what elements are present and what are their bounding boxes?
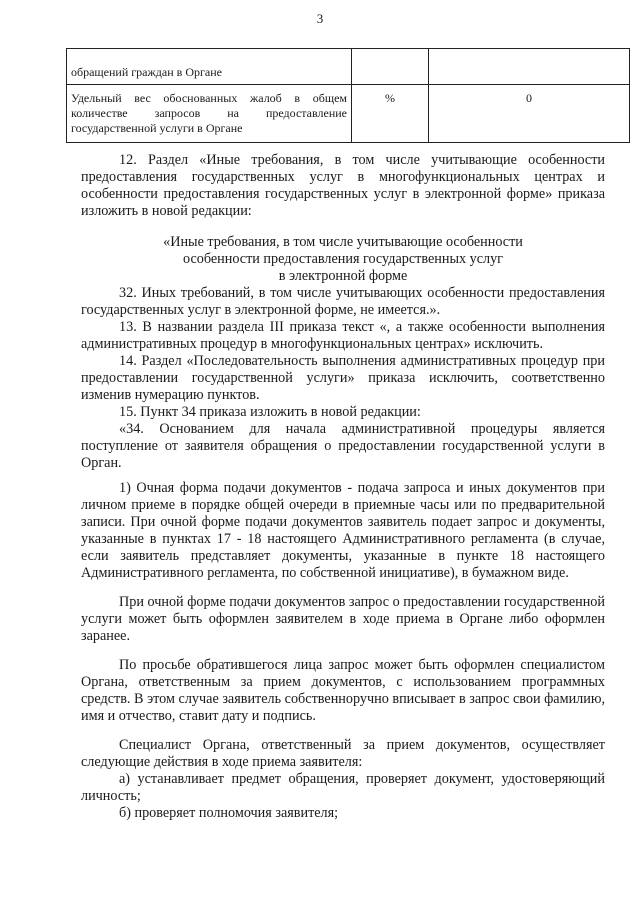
- paragraph-14: 14. Раздел «Последовательность выполнения административных процедур при предоставлении государственной услуги» приказа исключить, соответственно изменив нумерацию пунктов.: [81, 353, 605, 403]
- table-cell-name: Удельный вес обоснованных жалоб в общем количестве запросов на предоставление государственной услуги в Органе: [67, 85, 352, 143]
- paragraph-12: 12. Раздел «Иные требования, в том числе учитывающие особенности предоставления государственных услуг в многофункциональных центрах и особенности предоставления государственных услуг в электронной форме» приказа изложить в новой редакции:: [81, 152, 605, 219]
- paragraph-request-by-specialist: По просьбе обратившегося лица запрос может быть оформлен специалистом Органа, ответственным за прием документов, с использованием программных средств. В этом случае заявитель собственноручно вписывает в запрос свои фамилию, имя и отчество, ставит дату и подпись.: [81, 657, 605, 724]
- list-item-a: а) устанавливает предмет обращения, проверяет документ, удостоверяющий личность;: [81, 771, 605, 804]
- paragraph-34: «34. Основанием для начала административной процедуры является поступление от заявителя обращения о предоставлении государственной услуги в Орган.: [81, 421, 605, 471]
- paragraph-15: 15. Пункт 34 приказа изложить в новой редакции:: [119, 404, 421, 420]
- table-cell-unit: [352, 49, 429, 85]
- table-cell-value: 0: [429, 85, 630, 143]
- table-row: [67, 49, 630, 85]
- table-row: [67, 85, 630, 143]
- section-heading-line-1: «Иные требования, в том числе учитывающие особенности: [163, 234, 523, 250]
- table-cell-unit: %: [352, 85, 429, 143]
- paragraph-13: 13. В названии раздела III приказа текст «, а также особенности выполнения административных процедур в многофункциональных центрах» исключить.: [81, 319, 605, 352]
- paragraph-34-item-1: 1) Очная форма подачи документов - подача запроса и иных документов при личном приеме в порядке общей очереди в приемные часы или по предварительной записи. При очной форме подачи документов заявитель подает запрос и документы, указанные в пунктах 17 - 18 настоящего Административного регламента (в случае, если заявитель представляет документы, указанные в пункте 18 настоящего Административного регламента, по собственной инициативе), в бумажном виде.: [81, 480, 605, 581]
- list-item-b: б) проверяет полномочия заявителя;: [119, 805, 339, 821]
- table-cell-name: обращений граждан в Органе: [67, 49, 352, 85]
- section-heading-line-2: особенности предоставления государственных услуг: [183, 251, 503, 267]
- document-body: [81, 152, 605, 822]
- indicators-table: [66, 48, 630, 143]
- paragraph-32: 32. Иных требований, в том числе учитывающих особенности предоставления государственных услуг в электронной форме, не имеется.».: [81, 285, 605, 318]
- section-heading-line-3: в электронной форме: [278, 268, 408, 284]
- table-cell-value: [429, 49, 630, 85]
- paragraph-in-person-submission: При очной форме подачи документов запрос о предоставлении государственной услуги может быть оформлен заявителем в ходе приема в Органе либо оформлен заранее.: [81, 594, 605, 644]
- page-number: 3: [316, 11, 324, 26]
- paragraph-specialist-actions: Специалист Органа, ответственный за прием документов, осуществляет следующие действия в ходе приема заявителя:: [81, 737, 605, 770]
